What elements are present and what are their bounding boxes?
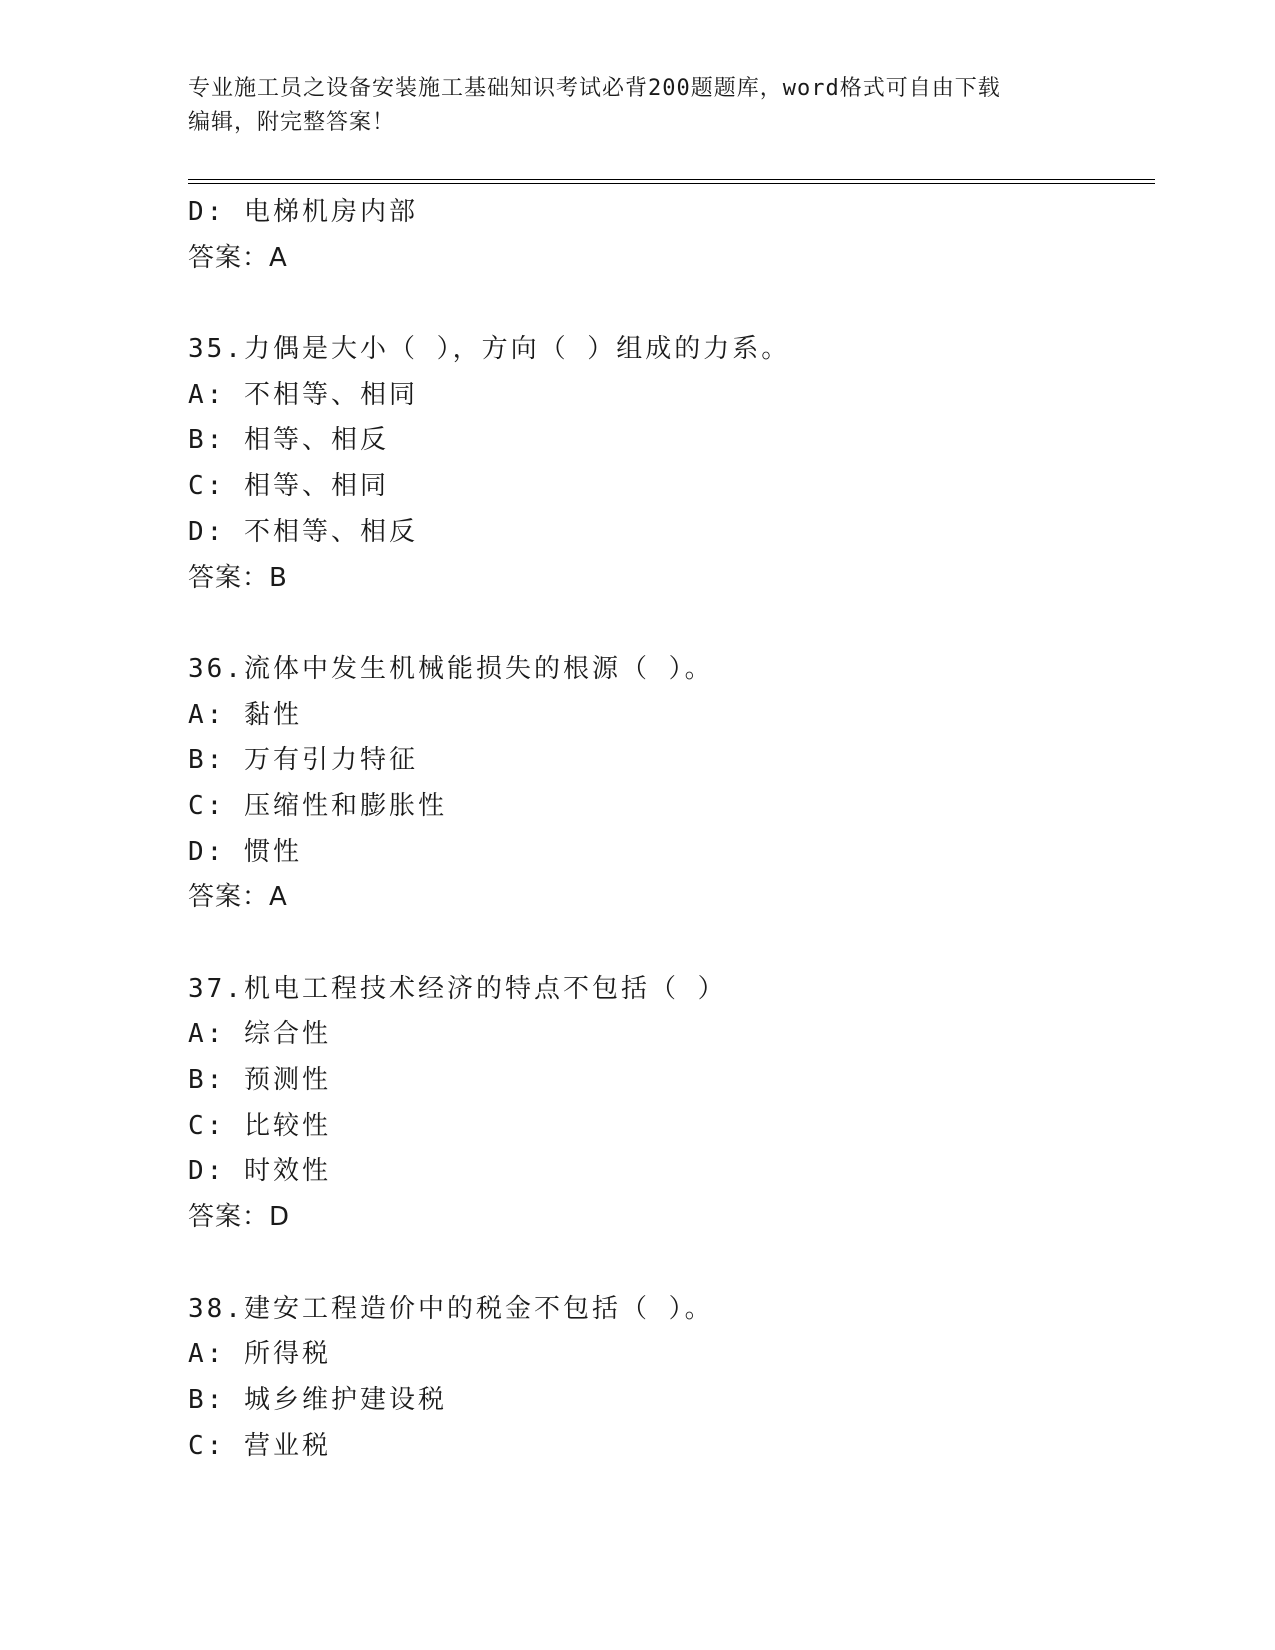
- question-spacer: [188, 921, 1158, 967]
- answer: 答案：D: [188, 1202, 291, 1233]
- question-list: [188, 190, 1158, 1469]
- option-d: D: 不相等、相反: [188, 516, 418, 547]
- answer: 答案：A: [188, 882, 288, 913]
- question-stem: 35.力偶是大小（ ），方向（ ）组成的力系。: [188, 334, 791, 365]
- document-header: [188, 72, 1088, 140]
- question-38: [188, 1287, 1158, 1470]
- option-b: B: 相等、相反: [188, 425, 389, 456]
- question-36: [188, 647, 1158, 921]
- question-stem: 38.建安工程造价中的税金不包括（ ）。: [188, 1293, 714, 1324]
- option-b: B: 万有引力特征: [188, 745, 418, 776]
- question-stem: 36.流体中发生机械能损失的根源（ ）。: [188, 653, 714, 684]
- option-c: C: 营业税: [188, 1430, 331, 1461]
- option-a: A: 不相等、相同: [188, 379, 418, 410]
- option-a: A: 综合性: [188, 1019, 331, 1050]
- option-d: D: 时效性: [188, 1156, 331, 1187]
- option-c: C: 比较性: [188, 1110, 331, 1141]
- answer: 答案：B: [188, 562, 288, 593]
- option-a: A: 所得税: [188, 1339, 331, 1370]
- header-divider-top: [188, 179, 1155, 180]
- question-spacer: [188, 1241, 1158, 1287]
- header-divider-bottom: [188, 183, 1155, 184]
- header-title-line-1: 专业施工员之设备安装施工基础知识考试必背200题题库，word格式可自由下载: [188, 76, 1001, 101]
- question-spacer: [188, 601, 1158, 647]
- option-a: A: 黏性: [188, 699, 302, 730]
- question-stem: 37.机电工程技术经济的特点不包括（ ）: [188, 973, 727, 1004]
- option-d: D: 惯性: [188, 836, 302, 867]
- option-c: C: 压缩性和膨胀性: [188, 790, 447, 821]
- question-spacer: [188, 281, 1158, 327]
- prev-question-answer: 答案：A: [188, 242, 288, 273]
- option-b: B: 预测性: [188, 1065, 331, 1096]
- option-b: B: 城乡维护建设税: [188, 1384, 447, 1415]
- prev-question-option-d: D: 电梯机房内部: [188, 197, 418, 227]
- question-37: [188, 967, 1158, 1241]
- header-title-line-2: 编辑，附完整答案！: [188, 110, 396, 135]
- question-35: [188, 327, 1158, 601]
- option-c: C: 相等、相同: [188, 471, 389, 502]
